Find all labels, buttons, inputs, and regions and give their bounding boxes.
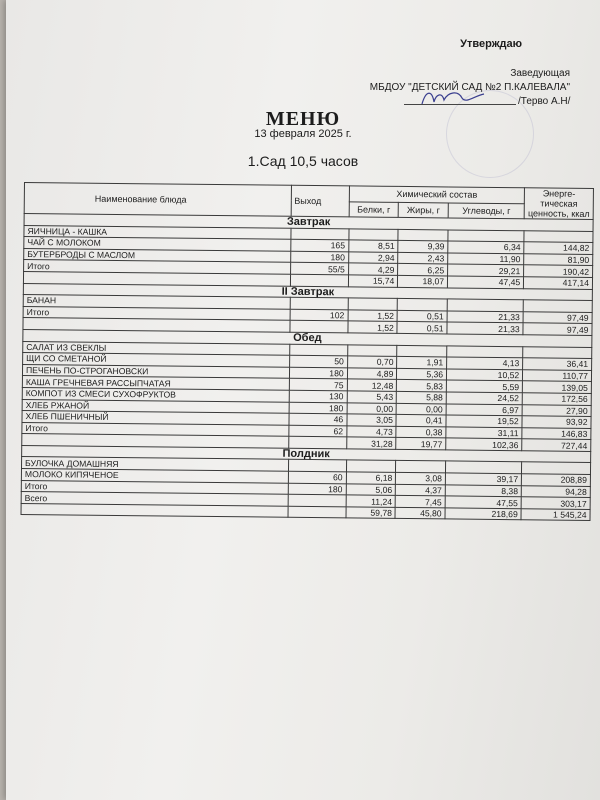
cell-out: 102 [290, 309, 348, 321]
cell-b: 4,89 [347, 368, 397, 380]
cell-b: 3,05 [347, 414, 397, 426]
cell-e: 36,41 [523, 358, 592, 370]
menu-date: 13 февраля 2025 г. [254, 128, 352, 140]
cell-e: 146,83 [522, 427, 591, 439]
cell-f: 19,77 [396, 438, 446, 450]
cell-c: 6,34 [448, 241, 524, 253]
section-title: Полдник [22, 445, 591, 463]
cell-b: 12,48 [347, 379, 397, 391]
cell-f: 5,83 [397, 380, 447, 392]
cell-out: 165 [290, 239, 348, 251]
cell-f: 4,37 [396, 484, 446, 496]
menu-document [6, 0, 600, 800]
approval-label: Утверждаю [460, 38, 522, 50]
cell-c: 47,45 [447, 276, 523, 288]
cell-b: 8,51 [348, 240, 398, 252]
col-name-label: Наименование блюда [94, 193, 187, 205]
cell-name: КАША ГРЕЧНЕВАЯ РАССЫПЧАТАЯ [22, 376, 289, 390]
cell-b: 4,73 [347, 426, 397, 438]
cell-c [448, 230, 524, 242]
cell-c: 21,33 [447, 311, 523, 323]
cell-f: 7,45 [395, 496, 445, 508]
cell-f: 45,80 [395, 507, 445, 519]
cell-name: ЧАЙ С МОЛОКОМ [24, 237, 291, 251]
section-title: Завтрак [24, 214, 593, 232]
cell-name: Итого [21, 480, 288, 494]
cell-b: 0,00 [347, 402, 397, 414]
cell-name: ХЛЕБ РЖАНОЙ [22, 399, 289, 413]
col-energy-label: Энерге-тическая ценность, ккал [524, 188, 593, 220]
head-role: Заведующая [510, 68, 570, 79]
cell-e: 144,82 [524, 242, 593, 254]
cell-c: 11,90 [448, 253, 524, 265]
cell-name: МОЛОКО КИПЯЧЕНОЕ [21, 469, 288, 483]
cell-e: 110,77 [523, 369, 592, 381]
cell-out [289, 344, 347, 356]
cell-f: 2,43 [398, 252, 448, 264]
cell-out [288, 506, 346, 518]
cell-f [398, 299, 448, 311]
cell-f: 5,36 [397, 368, 447, 380]
cell-c: 102,36 [446, 438, 522, 450]
cell-b: 2,94 [348, 252, 398, 264]
header-name-cell [24, 183, 291, 217]
col-chem-label: Химический состав [349, 186, 525, 203]
cell-b: 6,18 [346, 472, 396, 484]
cell-c: 31,11 [446, 427, 522, 439]
cell-c: 39,17 [445, 473, 521, 485]
cell-out: 75 [289, 379, 347, 391]
cell-out [290, 274, 348, 286]
cell-out: 130 [289, 390, 347, 402]
cell-out: 62 [288, 425, 346, 437]
cell-e: 139,05 [523, 381, 592, 393]
cell-name [21, 503, 288, 517]
cell-b [348, 298, 398, 310]
cell-e: 94,28 [521, 485, 590, 497]
cell-f: 1,91 [397, 357, 447, 369]
cell-name: САЛАТ ИЗ СВЕКЛЫ [23, 341, 290, 355]
cell-out: 180 [290, 251, 348, 263]
cell-e [524, 230, 593, 242]
col-fat-label: Жиры, г [399, 202, 449, 218]
cell-out: 55/5 [290, 263, 348, 275]
cell-b: 5,06 [346, 484, 396, 496]
cell-e: 81,90 [524, 254, 593, 266]
cell-e: 27,90 [522, 404, 591, 416]
cell-name: КОМПОТ ИЗ СМЕСИ СУХОФРУКТОВ [22, 387, 289, 401]
cell-b: 4,29 [348, 263, 398, 275]
cell-c [447, 299, 523, 311]
cell-f: 3,08 [396, 472, 446, 484]
cell-b: 1,52 [348, 321, 398, 333]
cell-f: 0,51 [397, 322, 447, 334]
cell-out [288, 437, 346, 449]
cell-e: 303,17 [521, 497, 590, 509]
signer-name: /Терво А.Н/ [518, 96, 571, 107]
cell-e: 417,14 [524, 277, 593, 289]
cell-out: 180 [288, 483, 346, 495]
cell-name: ПЕЧЕНЬ ПО-СТРОГАНОВСКИ [22, 364, 289, 378]
cell-c: 29,21 [448, 264, 524, 276]
cell-c: 6,97 [446, 403, 522, 415]
cell-name: ЯИЧНИЦА - КАШКА [24, 225, 291, 239]
cell-out [289, 321, 347, 333]
cell-out: 46 [288, 413, 346, 425]
cell-b [347, 344, 397, 356]
cell-name: Итого [22, 422, 289, 436]
cell-e: 93,92 [522, 416, 591, 428]
cell-b: 0,70 [347, 356, 397, 368]
cell-f [398, 229, 448, 241]
cell-b: 1,52 [348, 310, 398, 322]
cell-c: 4,13 [447, 357, 523, 369]
cell-name: БАНАН [23, 295, 290, 309]
cell-out [288, 460, 346, 472]
organization-name: МБДОУ "ДЕТСКИЙ САД №2 П.КАЛЕВАЛА" [369, 82, 570, 93]
cell-out: 60 [288, 471, 346, 483]
cell-b: 5,43 [347, 391, 397, 403]
cell-c: 5,59 [446, 380, 522, 392]
cell-b: 11,24 [346, 495, 396, 507]
cell-name: БУЛОЧКА ДОМАШНЯЯ [21, 457, 288, 471]
cell-e: 97,49 [523, 323, 592, 335]
cell-f [396, 461, 446, 473]
cell-name: Итого [24, 260, 291, 274]
cell-f: 0,00 [396, 403, 446, 415]
cell-c: 10,52 [447, 369, 523, 381]
cell-out: 50 [289, 355, 347, 367]
cell-out: 180 [289, 367, 347, 379]
cell-f: 0,41 [396, 415, 446, 427]
section-title: II Завтрак [23, 283, 592, 301]
cell-b [349, 228, 399, 240]
cell-out [288, 495, 346, 507]
signature-mark [418, 86, 488, 110]
cell-f: 0,38 [396, 426, 446, 438]
cell-c: 218,69 [445, 508, 521, 520]
col-carbs-label: Углеводы, г [448, 202, 524, 218]
cell-c [446, 461, 522, 473]
cell-c: 19,52 [446, 415, 522, 427]
cell-e: 727,44 [522, 439, 591, 451]
cell-f: 0,51 [397, 310, 447, 322]
cell-e: 190,42 [524, 265, 593, 277]
cell-c: 47,55 [445, 496, 521, 508]
cell-name: Итого [23, 306, 290, 320]
cell-e [523, 346, 592, 358]
cell-e [522, 462, 591, 474]
cell-name: Всего [21, 492, 288, 506]
cell-c [447, 345, 523, 357]
cell-e: 97,49 [523, 311, 592, 323]
cell-e: 1 545,24 [521, 509, 590, 521]
menu-body [21, 214, 593, 521]
cell-e: 172,56 [522, 393, 591, 405]
cell-f: 18,07 [398, 275, 448, 287]
cell-out: 180 [289, 402, 347, 414]
cell-e: 208,89 [522, 474, 591, 486]
menu-table [21, 182, 594, 521]
cell-f: 9,39 [398, 241, 448, 253]
col-protein-label: Белки, г [349, 201, 399, 217]
cell-out [290, 297, 348, 309]
section-title: Обед [23, 329, 592, 347]
cell-name: ХЛЕБ ПШЕНИЧНЫЙ [22, 411, 289, 425]
cell-out [290, 228, 348, 240]
cell-c: 21,33 [447, 322, 523, 334]
cell-b: 15,74 [348, 275, 398, 287]
cell-b [346, 460, 396, 472]
cell-e [523, 300, 592, 312]
cell-f [397, 345, 447, 357]
cell-f: 6,25 [398, 264, 448, 276]
col-output-label: Выход [291, 185, 349, 217]
group-label: 1.Сад 10,5 часов [247, 153, 359, 169]
cell-b: 59,78 [346, 507, 396, 519]
cell-c: 8,38 [445, 485, 521, 497]
cell-b: 31,28 [346, 437, 396, 449]
cell-f: 5,88 [397, 391, 447, 403]
cell-c: 24,52 [446, 392, 522, 404]
cell-name: БУТЕРБРОДЫ С МАСЛОМ [24, 248, 291, 262]
page-title: МЕНЮ [265, 108, 341, 130]
cell-name: ЩИ СО СМЕТАНОЙ [23, 353, 290, 367]
